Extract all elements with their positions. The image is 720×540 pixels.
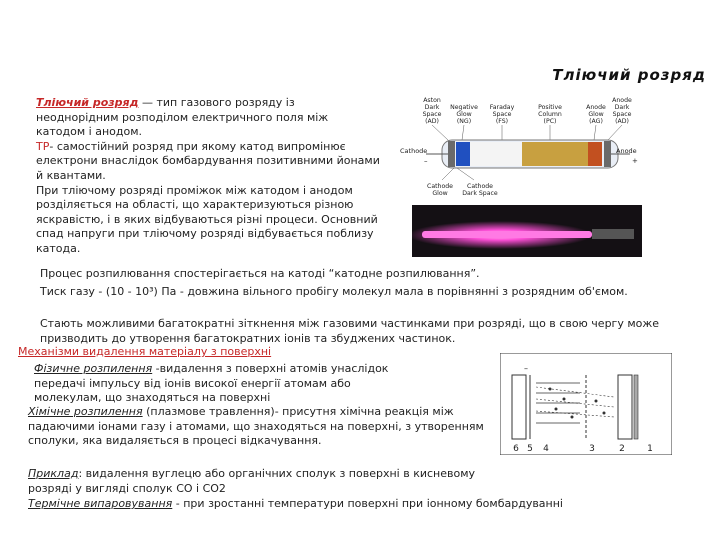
glow-tube-diagram	[398, 94, 650, 204]
anode-plus-sign: +	[632, 157, 638, 165]
anode-label: Anode	[616, 147, 637, 155]
cathode-label: Cathode	[400, 147, 428, 155]
zone-label-ad-3: Space	[422, 111, 442, 118]
zone-label-ad-2: Dark	[424, 104, 440, 111]
bottom-label-cg-1: Cathode	[427, 183, 453, 190]
thermal-evaporation-text: - при зростанні температури поверхні при іонному бомбардуванні	[172, 497, 563, 510]
glow-core	[422, 231, 592, 238]
zone-label-pc-2: Column	[538, 111, 562, 118]
leader-line-ag	[594, 125, 596, 140]
physical-sputtering	[34, 362, 394, 406]
leader-line-ad	[432, 125, 448, 140]
apparatus-number-6: 6	[513, 444, 519, 454]
bottom-label-cg-2: Glow	[432, 190, 448, 197]
zone-label-fs-1: Faraday	[489, 104, 515, 111]
zone-label-adr-4: (AD)	[615, 118, 629, 125]
negative-glow-zone	[456, 142, 470, 166]
apparatus-number-1: 1	[647, 444, 653, 454]
apparatus-number-3: 3	[589, 444, 595, 454]
substrate-holder	[618, 375, 632, 439]
mechanisms-heading: Механізми видалення матеріалу з поверхні	[18, 345, 272, 358]
zone-label-pc-1: Positive	[538, 104, 562, 111]
apparatus-number-4: 4	[543, 444, 549, 454]
apparatus-number-2: 2	[619, 444, 625, 454]
particle	[571, 416, 574, 419]
zone-label-ag-1: Anode	[586, 104, 606, 111]
leader-line-adr	[608, 125, 622, 140]
definition-text: — тип газового розряду із неоднорідним розподілом електричного поля між катодом і анодом.	[36, 96, 329, 139]
zone-label-ng-3: (NG)	[456, 118, 472, 125]
example-text: : видалення вуглецю або органічних сполук з поверхні в кисневому розряді у вигляді сполук CO і CO2	[28, 467, 476, 495]
bottom-label-cds-2: Dark Space	[462, 190, 498, 197]
zone-label-ng-1: Negative	[450, 104, 478, 111]
zone-label-ag-2: Glow	[588, 111, 604, 118]
example-block	[28, 467, 498, 496]
pressure-line: Тиск газу - (10 - 10³) Па - довжина вільного пробігу молекул мала в порівнянні з розрядним об'ємом.	[40, 285, 628, 298]
particle	[595, 400, 598, 403]
particle	[549, 388, 552, 391]
sputtering-apparatus-diagram	[500, 353, 672, 455]
positive-column-zone	[522, 142, 588, 166]
zone-label-adr-2: Dark	[614, 104, 630, 111]
zone-label-adr-3: Space	[612, 111, 632, 118]
apparatus-number-5: 5	[527, 444, 533, 454]
glow-discharge-photo	[412, 205, 642, 257]
particle	[555, 408, 558, 411]
zone-label-adr-1: Anode	[612, 97, 632, 104]
cathode-minus-sign: –	[424, 157, 428, 165]
zone-label-ad-4: (AD)	[425, 118, 439, 125]
apparatus-minus-sign: –	[524, 364, 528, 373]
zone-label-fs-3: (FS)	[495, 118, 509, 125]
physical-sputtering-term: Фізичне розпилення	[34, 362, 153, 375]
physical-sputtering-text: -видалення з поверхні атомів унаслідок передачі імпульсу від іонів високої енергії атомам або молекулам, що знаходяться на поверхні	[34, 362, 389, 405]
substrate-film	[634, 375, 638, 439]
cathode-electrode	[448, 141, 455, 167]
tp-text: - самостійний розряд при якому катод випромінює електрони внаслідок бомбардування позитивними йонами й квантами.	[36, 139, 380, 182]
definition-block	[36, 96, 380, 257]
zone-label-ag-3: (AG)	[589, 118, 603, 125]
definition-term: Тліючий розряд	[36, 96, 139, 109]
slide-title: Тліючий розряд	[552, 66, 706, 84]
tp-term: ТР	[36, 139, 50, 153]
leader-line-cathode-dark	[457, 168, 474, 180]
anode-rod	[592, 229, 634, 239]
chemical-sputtering	[28, 405, 498, 449]
chemical-sputtering-term: Хімічне розпилення	[28, 405, 143, 418]
zones-text: При тліючому розряді проміжок між катодом і анодом розділяється на області, що характеризуються різною яскравістю, і в яких відбуваються різні процеси. Основний спад напруги при тліючому розряді відбувається поблизу катода.	[36, 183, 378, 255]
zone-label-fs-2: Space	[492, 111, 512, 118]
anode-electrode	[604, 141, 611, 167]
thermal-evaporation	[28, 497, 588, 512]
anode-glow-zone	[588, 142, 602, 166]
collisions-line: Стають можливими багатократні зіткнення між газовими частинками при розряді, що в свою чергу може призводить до утворення багатократних іонів та збуджених частинок.	[40, 317, 660, 345]
particle	[603, 412, 606, 415]
leader-line-ng	[462, 125, 464, 140]
sputter-line: Процес розпилювання спостерігається на катоді “катодне розпилювання”.	[40, 267, 480, 280]
example-term: Приклад	[28, 467, 79, 480]
faraday-space-zone	[470, 142, 522, 166]
zone-label-ng-2: Glow	[456, 111, 472, 118]
chemical-sputtering-text: (плазмове травлення)- присутня хімічна реакція між падаючими іонами газу і атомами, що знаходяться на поверхні, з утворенням сполуки, яка видаляється в процесі відкачування.	[28, 405, 484, 448]
bottom-label-cds-1: Cathode	[467, 183, 493, 190]
cathode-plate	[512, 375, 526, 439]
leader-line-cathode-glow	[442, 168, 454, 180]
particle	[563, 398, 566, 401]
zone-label-pc-3: (PC)	[543, 118, 557, 125]
zone-label-ad-1: Aston	[423, 97, 441, 104]
thermal-evaporation-term: Термічне випаровування	[28, 497, 173, 510]
